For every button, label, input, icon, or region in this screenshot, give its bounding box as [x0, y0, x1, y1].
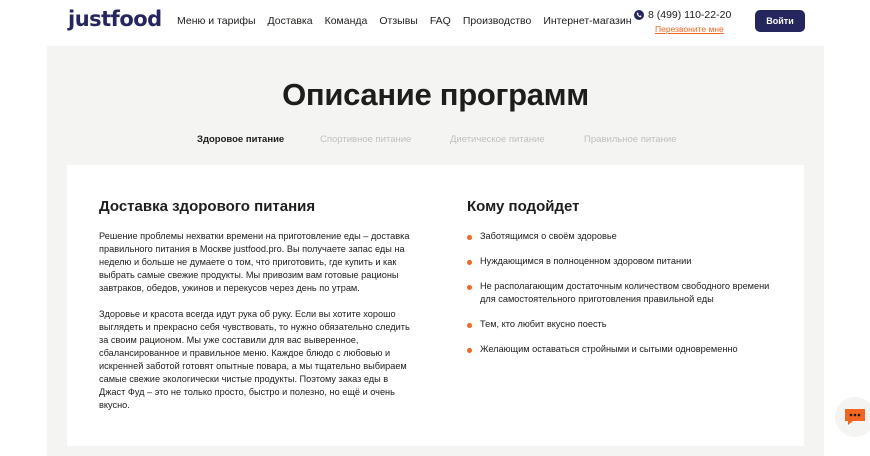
description-title: Доставка здорового питания	[99, 198, 316, 215]
programs-section	[47, 46, 824, 456]
list-item-text: Не располагающим достаточным количеством свободного времени для самостоятельного приготовления правильной еды	[480, 281, 770, 304]
login-button[interactable]: Войти	[755, 10, 805, 32]
logo[interactable]: justfood	[68, 7, 162, 31]
bullet-dot	[467, 260, 472, 265]
section-title: Описание программ	[282, 77, 589, 112]
site-header	[0, 0, 870, 46]
program-tabs	[47, 134, 824, 148]
audience-list	[467, 230, 777, 356]
list-item-text: Желающим оставаться стройными и сытыми одновременно	[480, 344, 738, 354]
contact-block	[634, 9, 731, 34]
list-item	[467, 343, 777, 356]
list-item-text: Заботящимся о своём здоровье	[480, 231, 617, 241]
nav-item-production[interactable]: Производство	[462, 15, 532, 27]
bullet-dot	[467, 235, 472, 240]
nav-item-shop[interactable]: Интернет-магазин	[543, 15, 632, 27]
chat-icon	[842, 404, 868, 430]
nav-item-delivery[interactable]: Доставка	[267, 15, 313, 27]
list-item	[467, 280, 777, 306]
callback-link[interactable]: Перезвоните мне	[655, 24, 724, 34]
main-nav	[177, 15, 644, 27]
program-card	[67, 165, 804, 446]
list-item	[467, 230, 777, 243]
nav-item-reviews[interactable]: Отзывы	[379, 15, 418, 27]
nav-item-team[interactable]: Команда	[324, 15, 368, 27]
phone-link[interactable]	[634, 9, 731, 21]
bullet-dot	[467, 323, 472, 328]
tab-sport[interactable]: Спортивное питание	[320, 134, 412, 145]
list-item-text: Тем, кто любит вкусно поесть	[480, 319, 607, 329]
bullet-dot	[467, 348, 472, 353]
tab-diet[interactable]: Диетическое питание	[450, 134, 545, 145]
audience-column	[467, 198, 777, 368]
list-item	[467, 318, 777, 331]
list-item-text: Нуждающимся в полноценном здоровом питании	[480, 256, 692, 266]
description-column	[99, 198, 414, 425]
tab-proper[interactable]: Правильное питание	[584, 134, 677, 145]
tab-healthy[interactable]: Здоровое питание	[197, 134, 285, 145]
nav-item-menu[interactable]: Меню и тарифы	[177, 15, 256, 27]
bullet-dot	[467, 285, 472, 290]
audience-title: Кому подойдет	[467, 198, 580, 215]
description-paragraph: Здоровье и красота всегда идут рука об руку. Если вы хотите хорошо выглядеть и прекрасно себя чувствовать, то нужно обязательно следить за своим рационом. Мы уже составили для вас выверенное, сбалансированное и правильное меню. Каждое блюдо с любовью и искренней заботой готовят опытные повара, а мы тщательно выбираем самые свежие экологически чистые продукты. Поэтому заказ еды в Джаст Фуд – это не только просто, быстро и полезно, но ещё и очень вкусно.	[99, 309, 410, 410]
phone-number: 8 (499) 110-22-20	[648, 9, 732, 21]
description-paragraph: Решение проблемы нехватки времени на приготовление еды – доставка правильного питания в Москве justfood.pro. Вы получаете запас еды на неделю и больше не думаете о том, что приготовить, где купить и как выбрать самые свежие продукты. Мы привозим вам готовые рационы завтраков, обедов, ужинов и перекусов через день по утрам.	[99, 231, 410, 293]
nav-item-faq[interactable]: FAQ	[429, 15, 451, 27]
chat-button[interactable]	[835, 397, 870, 437]
list-item	[467, 255, 777, 268]
phone-icon	[634, 10, 644, 20]
